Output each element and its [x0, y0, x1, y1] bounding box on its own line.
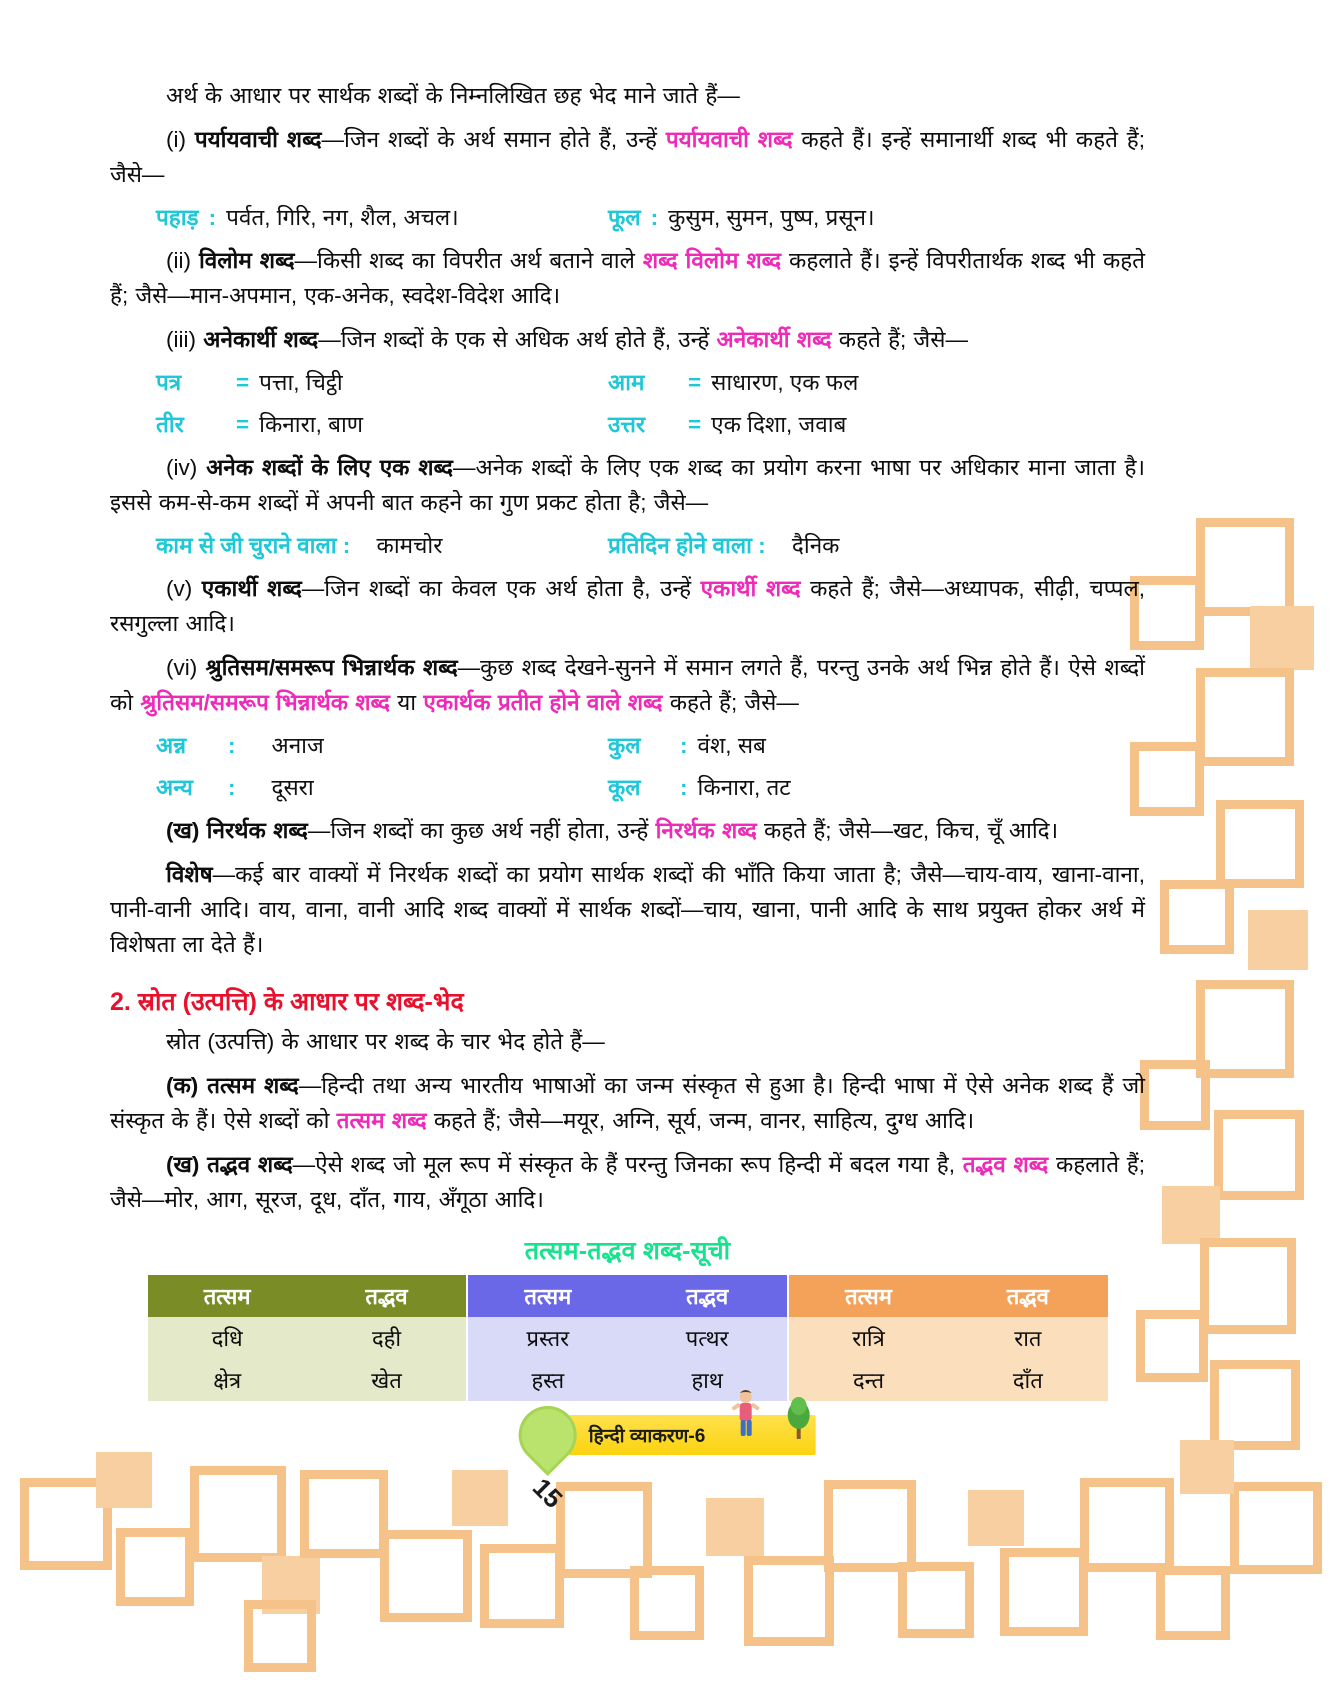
item-body-before: —ऐसे शब्द जो मूल रूप में संस्कृत के हैं परन्तु जिनका रूप हिन्दी में बदल गया है, [292, 1152, 963, 1178]
example-key: पहाड़ [156, 205, 199, 231]
item-highlight: श्रुतिसम/समरूप भिन्नार्थक शब्द [140, 690, 390, 716]
example-separator: : [228, 774, 236, 800]
item-marker: (i) [166, 127, 186, 153]
example-value: साधारण, एक फल [711, 370, 859, 396]
item-anek-shabd [110, 450, 1145, 520]
table-cell: हाथ [691, 1368, 723, 1394]
example-separator: = [236, 412, 250, 438]
item-body-before: —जिन शब्दों के एक से अधिक अर्थ होते हैं, उन्हें [318, 327, 717, 353]
table-cell: दन्त [853, 1368, 884, 1394]
example-key: तीर [156, 412, 184, 438]
item-tadbhav [110, 1147, 1145, 1217]
item-anekarthi [110, 322, 1145, 357]
table-cell: दही [371, 1326, 402, 1352]
example-key: आम [608, 370, 645, 396]
example-cell [580, 201, 1050, 235]
example-cell [580, 529, 1050, 563]
example-value: कामचोर [376, 533, 443, 558]
item-body-before: —कुछ शब्द देखने-सुनने में समान लगते हैं, परन्तु उनके अर्थ भिन्न होते हैं। ऐसे शब्दों को [110, 654, 1145, 716]
item-tatsam [110, 1068, 1145, 1138]
table-group-2 [468, 1275, 787, 1401]
item-body-before: —जिन शब्दों के अर्थ समान होते हैं, उन्हें [321, 127, 666, 153]
example-value: वंश, सब [697, 733, 766, 759]
table-row [789, 1317, 1108, 1359]
example-cell [110, 408, 580, 442]
item-marker: (क) [166, 1073, 199, 1099]
item-body-before: —हिन्दी तथा अन्य भारतीय भाषाओं का जन्म संस्कृत से हुआ है। हिन्दी भाषा में ऐसे अनेक शब्द हैं जो संस्कृत के हैं। ऐसे शब्दों को [110, 1073, 1145, 1134]
item-shrutisam [110, 650, 1145, 720]
column-header-tadbhav: तद्भव [686, 1284, 729, 1310]
example-row-anekarthi-2 [110, 408, 1145, 442]
item-title: विलोम शब्द [198, 248, 295, 274]
item-highlight-2: एकार्थक प्रतीत होने वाले शब्द [423, 690, 663, 716]
table-cell: दधि [211, 1326, 243, 1352]
table-cell: प्रस्तर [526, 1326, 570, 1352]
example-cell [110, 729, 580, 763]
item-mid: या [389, 690, 424, 716]
example-key: फूल [608, 205, 641, 231]
item-body-after: कहते हैं; जैसे— [831, 327, 968, 353]
example-value: दूसरा [271, 774, 314, 800]
example-row-paryayvachi [110, 201, 1145, 235]
example-separator: : [680, 774, 688, 800]
item-title: अनेकार्थी शब्द [203, 327, 319, 353]
table-wrapper [110, 1275, 1145, 1401]
item-highlight: निरर्थक शब्द [655, 817, 757, 843]
example-cell [580, 771, 1050, 805]
example-separator: : [680, 733, 688, 759]
item-highlight: अनेकार्थी शब्द [716, 327, 832, 353]
table-cell: दाँत [1012, 1368, 1043, 1394]
page-footer [0, 1406, 1334, 1514]
example-separator: = [688, 370, 702, 396]
item-body-after: कहते हैं; जैसे—अध्यापक, सीढ़ी, चप्पल, रसगुल्ला आदि। [110, 575, 1145, 636]
table-group-1 [148, 1275, 467, 1401]
item-body-before: —जिन शब्दों का केवल एक अर्थ होता है, उन्हें [301, 575, 701, 601]
column-header-tatsam: तत्सम [203, 1284, 251, 1310]
item-marker: (iii) [166, 327, 196, 353]
table-row [468, 1317, 787, 1359]
example-key: काम से जी चुराने वाला : [156, 533, 351, 558]
example-key: कुल [608, 733, 641, 759]
table-row [148, 1317, 467, 1359]
example-row-anek-shabd [110, 529, 1145, 563]
example-key: अन्य [156, 774, 193, 800]
table-group-3 [789, 1275, 1108, 1401]
example-cell [110, 771, 580, 805]
example-separator: : [228, 733, 236, 759]
example-value: कुसुम, सुमन, पुष्प, प्रसून। [668, 205, 875, 231]
vishesh-body: —कई बार वाक्यों में निरर्थक शब्दों का प्रयोग सार्थक शब्दों की भाँति किया जाता है; जैसे—चाय-वाय, खाना-वाना, पानी-वानी आदि। वाय, वाना, वानी आदि शब्द वाक्यों में सार्थक शब्दों—चाय, खाना, पानी आदि के साथ प्रयुक्त होकर अर्थ में विशेषता ला देते हैं। [110, 861, 1145, 957]
table-cell: खेत [371, 1368, 402, 1394]
example-key: अन्न [156, 733, 187, 759]
example-cell [580, 408, 1050, 442]
example-key: उत्तर [608, 412, 646, 438]
item-ekarthi [110, 571, 1145, 641]
table-cell: हस्त [531, 1368, 565, 1394]
footer-banner [569, 1415, 816, 1455]
item-title: अनेक शब्दों के लिए एक शब्द [206, 454, 453, 480]
table-cell: पत्थर [685, 1326, 729, 1352]
column-header-tadbhav: तद्भव [1006, 1284, 1049, 1310]
item-body-after: कहते हैं; जैसे— [662, 690, 799, 716]
tatsam-tadbhav-table [148, 1275, 1108, 1401]
item-highlight: शब्द विलोम शब्द [642, 248, 782, 274]
page-content [110, 78, 1145, 1401]
page-number-badge [519, 1406, 577, 1514]
section2-intro [110, 1024, 1145, 1059]
child-figure-icon [729, 1389, 763, 1441]
item-body-before: —किसी शब्द का विपरीत अर्थ बताने वाले [294, 248, 643, 274]
tree-icon [787, 1393, 811, 1441]
intro-paragraph [110, 78, 1145, 113]
item-marker: (ख) [166, 817, 200, 843]
example-value: किनारा, बाण [259, 412, 364, 438]
example-value: पर्वत, गिरि, नग, शैल, अचल। [226, 205, 459, 231]
column-header-tatsam: तत्सम [524, 1284, 572, 1310]
example-key: पत्र [156, 370, 182, 396]
table-header-row [789, 1275, 1108, 1317]
example-value: पत्ता, चिट्ठी [259, 370, 343, 396]
item-highlight: तद्भव शब्द [962, 1152, 1049, 1178]
item-marker: (vi) [166, 654, 198, 680]
item-nirarthak [110, 813, 1145, 848]
example-separator: : [650, 205, 659, 231]
item-body-after: कहते हैं; जैसे—मयूर, अग्नि, सूर्य, जन्म, वानर, साहित्य, दुग्ध आदि। [426, 1108, 975, 1134]
item-title: निरर्थक शब्द [206, 817, 308, 843]
section2-intro-text: स्रोत (उत्पत्ति) के आधार पर शब्द के चार भेद होते हैं— [166, 1029, 605, 1054]
item-body-after: कहते हैं। इन्हें समानार्थी शब्द भी कहते हैं; जैसे— [110, 127, 1145, 188]
footer-banner-label: हिन्दी व्याकरण-6 [588, 1426, 706, 1447]
example-row-shrutisam-1 [110, 729, 1145, 763]
example-value: अनाज [271, 733, 324, 759]
example-cell [580, 729, 1050, 763]
item-marker: (v) [166, 575, 193, 601]
footer-center [519, 1406, 816, 1514]
table-title: तत्सम-तद्भव शब्द-सूची [524, 1237, 731, 1266]
example-cell [110, 529, 580, 563]
table-row [789, 1359, 1108, 1401]
column-header-tadbhav: तद्भव [365, 1284, 408, 1310]
item-body-before: —जिन शब्दों का कुछ अर्थ नहीं होता, उन्हें [307, 817, 656, 843]
vishesh-title: विशेष [166, 861, 213, 887]
example-key: कूल [608, 774, 641, 800]
table-row [148, 1359, 467, 1401]
item-marker: (iv) [166, 454, 198, 480]
item-title: श्रुतिसम/समरूप भिन्नार्थक शब्द [205, 654, 458, 680]
item-highlight: एकार्थी शब्द [700, 575, 801, 601]
example-cell [110, 201, 580, 235]
example-cell [580, 366, 1050, 400]
item-title: एकार्थी शब्द [201, 575, 302, 601]
item-body-after: कहते हैं; जैसे—खट, किच, चूँ आदि। [756, 817, 1059, 843]
example-separator: : [208, 205, 217, 231]
table-header-row [148, 1275, 467, 1317]
table-header-row [468, 1275, 787, 1317]
example-row-shrutisam-2 [110, 771, 1145, 805]
section-heading-2: 2. स्रोत (उत्पत्ति) के आधार पर शब्द-भेद [110, 988, 464, 1016]
item-marker: (ख) [166, 1152, 200, 1178]
table-cell: रात्रि [852, 1326, 885, 1352]
example-value: किनारा, तट [697, 774, 791, 800]
item-highlight: तत्सम शब्द [336, 1108, 427, 1134]
example-row-anekarthi-1 [110, 366, 1145, 400]
table-cell: रात [1014, 1326, 1042, 1352]
item-highlight: पर्यायवाची शब्द [665, 127, 793, 153]
item-title: तत्सम शब्द [207, 1073, 299, 1099]
example-key: प्रतिदिन होने वाला : [608, 533, 766, 558]
column-header-tatsam: तत्सम [845, 1284, 892, 1310]
example-value: एक दिशा, जवाब [711, 412, 847, 438]
item-paryayvachi [110, 122, 1145, 192]
page-number: 15 [526, 1472, 569, 1514]
vishesh-paragraph [110, 857, 1145, 962]
item-title: तद्भव शब्द [207, 1152, 293, 1178]
item-body-after: कहलाते हैं; जैसे—मोर, आग, सूरज, दूध, दाँत, गाय, अँगूठा आदि। [110, 1152, 1145, 1213]
item-body-before: —अनेक शब्दों के लिए एक शब्द का प्रयोग करना भाषा पर अधिकार माना जाता है। इससे कम-से-कम शब्दों में अपनी बात कहने का गुण प्रकट होता है; जैसे— [110, 454, 1145, 515]
example-separator: = [236, 370, 250, 396]
example-value: दैनिक [791, 533, 840, 558]
example-separator: = [688, 412, 702, 438]
table-cell: क्षेत्र [213, 1368, 242, 1394]
example-cell [110, 366, 580, 400]
intro-text: अर्थ के आधार पर सार्थक शब्दों के निम्नलिखित छह भेद माने जाते हैं— [166, 83, 740, 108]
item-vilom [110, 243, 1145, 313]
item-body-after: कहलाते हैं। इन्हें विपरीतार्थक शब्द भी कहते हैं; जैसे—मान-अपमान, एक-अनेक, स्वदेश-विदेश आदि। [110, 248, 1145, 309]
item-marker: (ii) [166, 248, 191, 274]
item-title: पर्यायवाची शब्द [194, 127, 322, 153]
